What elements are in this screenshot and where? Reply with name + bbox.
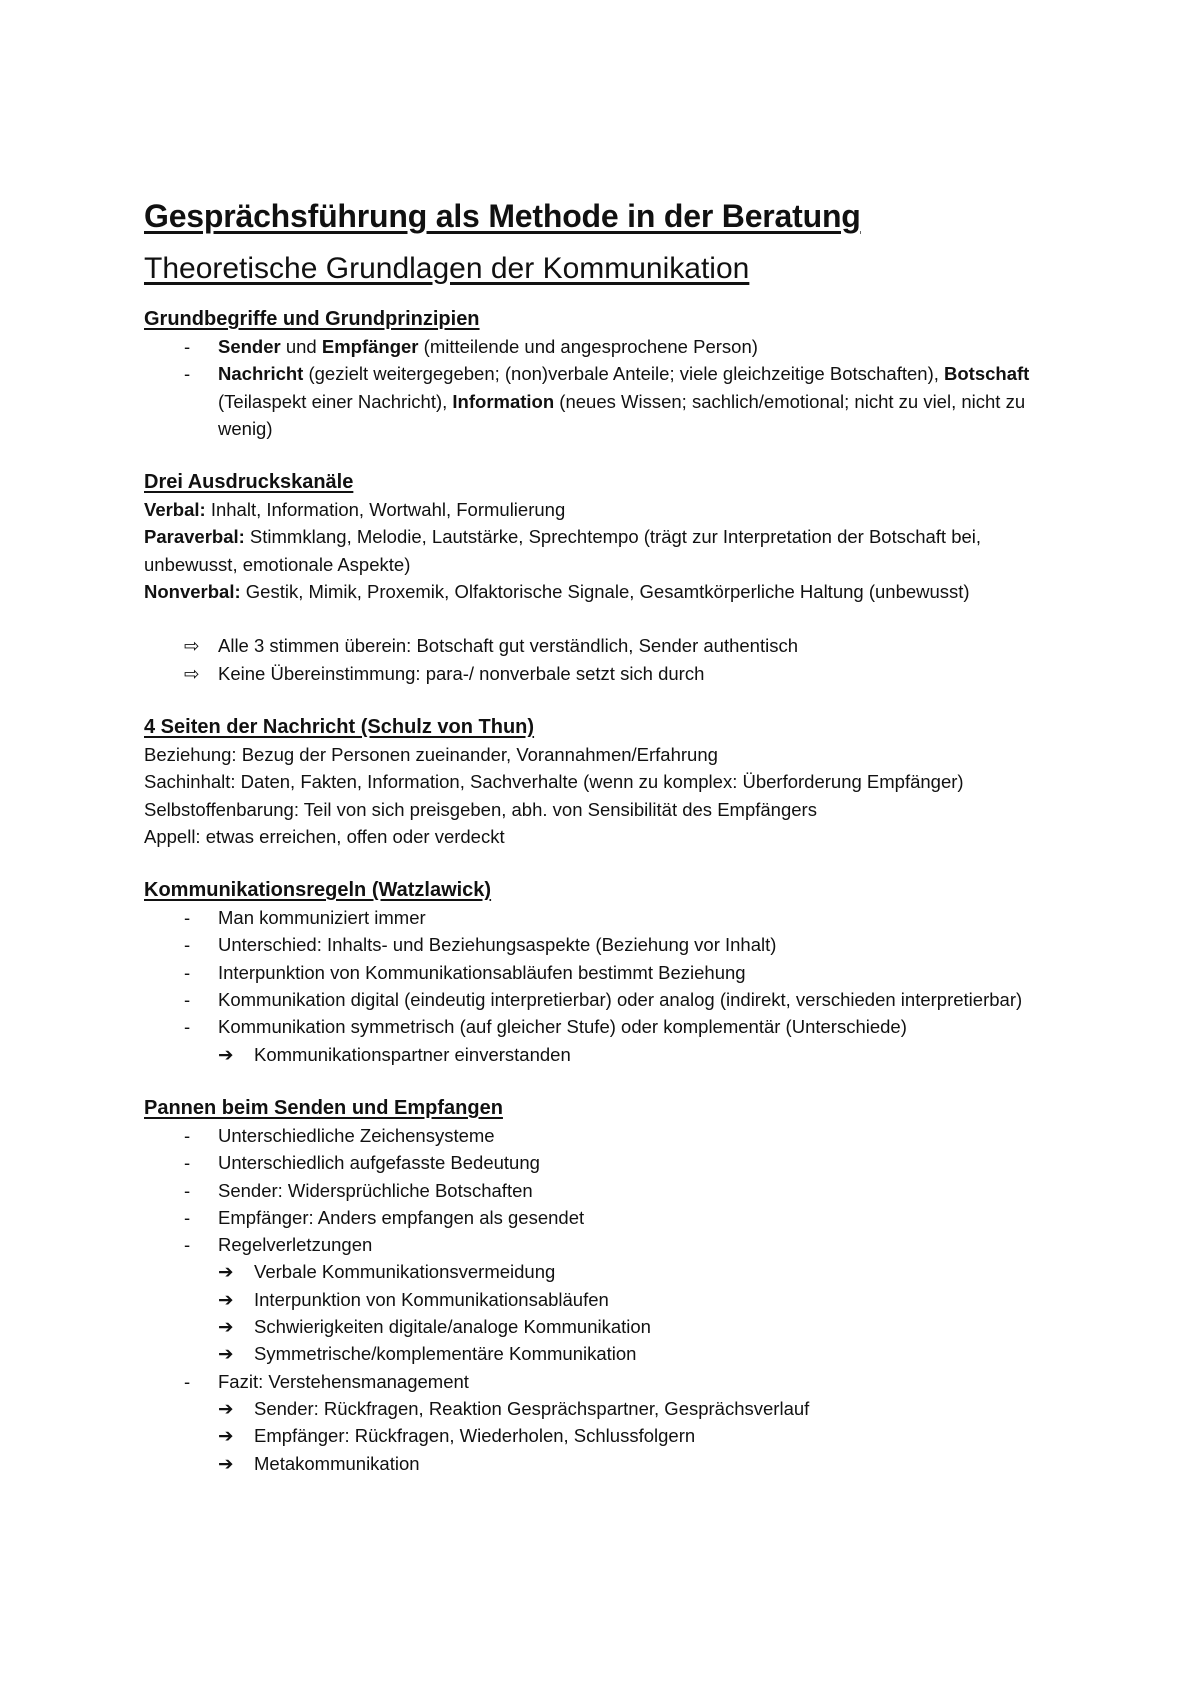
text-line: Sachinhalt: Daten, Fakten, Information, Sachverhalte (wenn zu komplex: Überforderung Empfänger) (144, 771, 964, 793)
list-item (144, 1013, 1074, 1068)
list-item (218, 1395, 1074, 1422)
section-vier-seiten (144, 714, 1074, 850)
arrow-list (218, 1258, 1074, 1367)
channel-paraverbal (144, 523, 1074, 578)
term-bold: Nachricht (218, 363, 304, 385)
item-text: Unterschiedliche Zeichensysteme (218, 1124, 495, 1146)
list-item (144, 1122, 1074, 1149)
list-item (144, 1204, 1074, 1231)
term-bold: Botschaft (944, 363, 1030, 385)
dash-list (144, 904, 1074, 1068)
channel-nonverbal (144, 578, 1074, 605)
item-text: Kommunikation digital (eindeutig interpretierbar) oder analog (indirekt, verschieden interpretierbar) (218, 989, 1023, 1011)
dash-bullet: - (184, 1152, 191, 1174)
item-text: Sender: Widersprüchliche Botschaften (218, 1179, 533, 1201)
item-text: Sender: Rückfragen, Reaktion Gesprächspartner, Gesprächsverlauf (254, 1397, 810, 1419)
term-bold: Information (452, 390, 555, 412)
dash-list (144, 1122, 1074, 1477)
item-text: (Teilaspekt einer Nachricht), (218, 390, 453, 412)
open-arrow-icon: ⇨ (184, 662, 200, 684)
item-text: (gezielt weitergegeben; (non)verbale Anteile; viele gleichzeitige Botschaften), (303, 363, 945, 385)
list-item (144, 1149, 1074, 1176)
item-text: Man kommuniziert immer (218, 907, 426, 929)
dash-bullet: - (184, 363, 191, 385)
list-item (144, 904, 1074, 931)
section-heading: Kommunikationsregeln (Watzlawick) (144, 879, 492, 902)
item-text: Interpunktion von Kommunikationsabläufen (254, 1288, 609, 1310)
item-text: Kommunikation symmetrisch (auf gleicher Stufe) oder komplementär (Unterschiede) (218, 1016, 907, 1038)
section-heading: Pannen beim Senden und Empfangen (144, 1096, 503, 1119)
dash-bullet: - (184, 1016, 191, 1038)
section-heading: Drei Ausdruckskanäle (144, 471, 354, 494)
section-grundbegriffe (144, 306, 1074, 442)
dash-bullet: - (184, 989, 191, 1011)
list-item (144, 632, 1074, 659)
dash-bullet: - (184, 1234, 191, 1256)
arrow-icon: ➔ (218, 1397, 234, 1419)
list-item (218, 1258, 1074, 1285)
text-line: Selbstoffenbarung: Teil von sich preisgeben, abh. von Sensibilität des Empfängers (144, 798, 817, 820)
item-text: und (280, 336, 322, 357)
channel-label: Paraverbal: (144, 526, 245, 548)
dash-bullet: - (184, 336, 191, 357)
item-text: Metakommunikation (254, 1452, 420, 1474)
list-item (144, 660, 1074, 687)
list-item (144, 360, 1074, 442)
list-item (144, 333, 1074, 360)
channel-text: Inhalt, Information, Wortwahl, Formulierung (205, 499, 566, 521)
item-text: (mitteilende und angesprochene Person) (418, 336, 758, 357)
item-text: Unterschied: Inhalts- und Beziehungsaspekte (Beziehung vor Inhalt) (218, 934, 777, 956)
arrow-icon: ➔ (218, 1343, 234, 1365)
channel-label: Nonverbal: (144, 581, 241, 603)
item-text: Interpunktion von Kommunikationsabläufen bestimmt Beziehung (218, 961, 746, 983)
section-ausdruckskanaele (144, 469, 1074, 687)
dash-bullet: - (184, 1179, 191, 1201)
dash-bullet: - (184, 961, 191, 983)
section-heading: 4 Seiten der Nachricht (Schulz von Thun) (144, 715, 535, 738)
list-item (144, 1368, 1074, 1477)
item-text: (neues Wissen; sachlich/emotional; nicht zu viel, nicht zu wenig) (218, 390, 1026, 439)
list-item (144, 986, 1074, 1013)
conclusion-list (144, 632, 1074, 687)
item-text: Verbale Kommunikationsvermeidung (254, 1261, 556, 1283)
item-text: Unterschiedlich aufgefasste Bedeutung (218, 1152, 540, 1174)
item-text: Empfänger: Rückfragen, Wiederholen, Schlussfolgern (254, 1425, 696, 1447)
item-text: Fazit: Verstehensmanagement (218, 1370, 469, 1392)
document-page (144, 196, 1074, 1504)
item-text: Kommunikationspartner einverstanden (254, 1043, 571, 1065)
list-item (218, 1340, 1074, 1367)
list-item (144, 959, 1074, 986)
term-bold: Sender (218, 336, 281, 357)
list-item (218, 1313, 1074, 1340)
dash-bullet: - (184, 1124, 191, 1146)
channel-label: Verbal: (144, 499, 206, 521)
section-heading: Grundbegriffe und Grundprinzipien (144, 308, 480, 330)
item-text: Empfänger: Anders empfangen als gesendet (218, 1206, 585, 1228)
list-item (218, 1422, 1074, 1449)
list-item (218, 1450, 1074, 1477)
document-title: Gesprächsführung als Methode in der Beratung (144, 198, 861, 234)
text-line: Beziehung: Bezug der Personen zueinander, Vorannahmen/Erfahrung (144, 743, 718, 765)
channel-text: Stimmklang, Melodie, Lautstärke, Sprechtempo (trägt zur Interpretation der Botschaft bei, unbewusst, emotionale Aspekte) (144, 526, 982, 575)
text-line: Appell: etwas erreichen, offen oder verdeckt (144, 825, 505, 847)
dash-bullet: - (184, 1206, 191, 1228)
channel-verbal (144, 496, 1074, 523)
arrow-icon: ➔ (218, 1425, 234, 1447)
item-text: Alle 3 stimmen überein: Botschaft gut verständlich, Sender authentisch (218, 635, 798, 657)
item-text: Symmetrische/komplementäre Kommunikation (254, 1343, 637, 1365)
arrow-icon: ➔ (218, 1043, 234, 1065)
dash-bullet: - (184, 907, 191, 929)
arrow-icon: ➔ (218, 1288, 234, 1310)
dash-bullet: - (184, 1370, 191, 1392)
document-subtitle: Theoretische Grundlagen der Kommunikation (144, 252, 750, 285)
list-item (144, 1177, 1074, 1204)
section-kommunikationsregeln (144, 877, 1074, 1068)
list-item (144, 1231, 1074, 1367)
list-item (218, 1041, 1074, 1068)
term-bold: Empfänger (321, 336, 419, 357)
arrow-icon: ➔ (218, 1452, 234, 1474)
section-pannen (144, 1095, 1074, 1477)
item-text: Schwierigkeiten digitale/analoge Kommunikation (254, 1316, 651, 1338)
dash-list (144, 333, 1074, 442)
arrow-list (218, 1041, 1074, 1068)
arrow-icon: ➔ (218, 1261, 234, 1283)
open-arrow-icon: ⇨ (184, 635, 200, 657)
list-item (144, 931, 1074, 958)
item-text: Regelverletzungen (218, 1234, 373, 1256)
arrow-list (218, 1395, 1074, 1477)
dash-bullet: - (184, 934, 191, 956)
list-item (218, 1286, 1074, 1313)
item-text: Keine Übereinstimmung: para-/ nonverbale setzt sich durch (218, 662, 705, 684)
arrow-icon: ➔ (218, 1316, 234, 1338)
channel-text: Gestik, Mimik, Proxemik, Olfaktorische Signale, Gesamtkörperliche Haltung (unbewusst) (240, 581, 970, 603)
